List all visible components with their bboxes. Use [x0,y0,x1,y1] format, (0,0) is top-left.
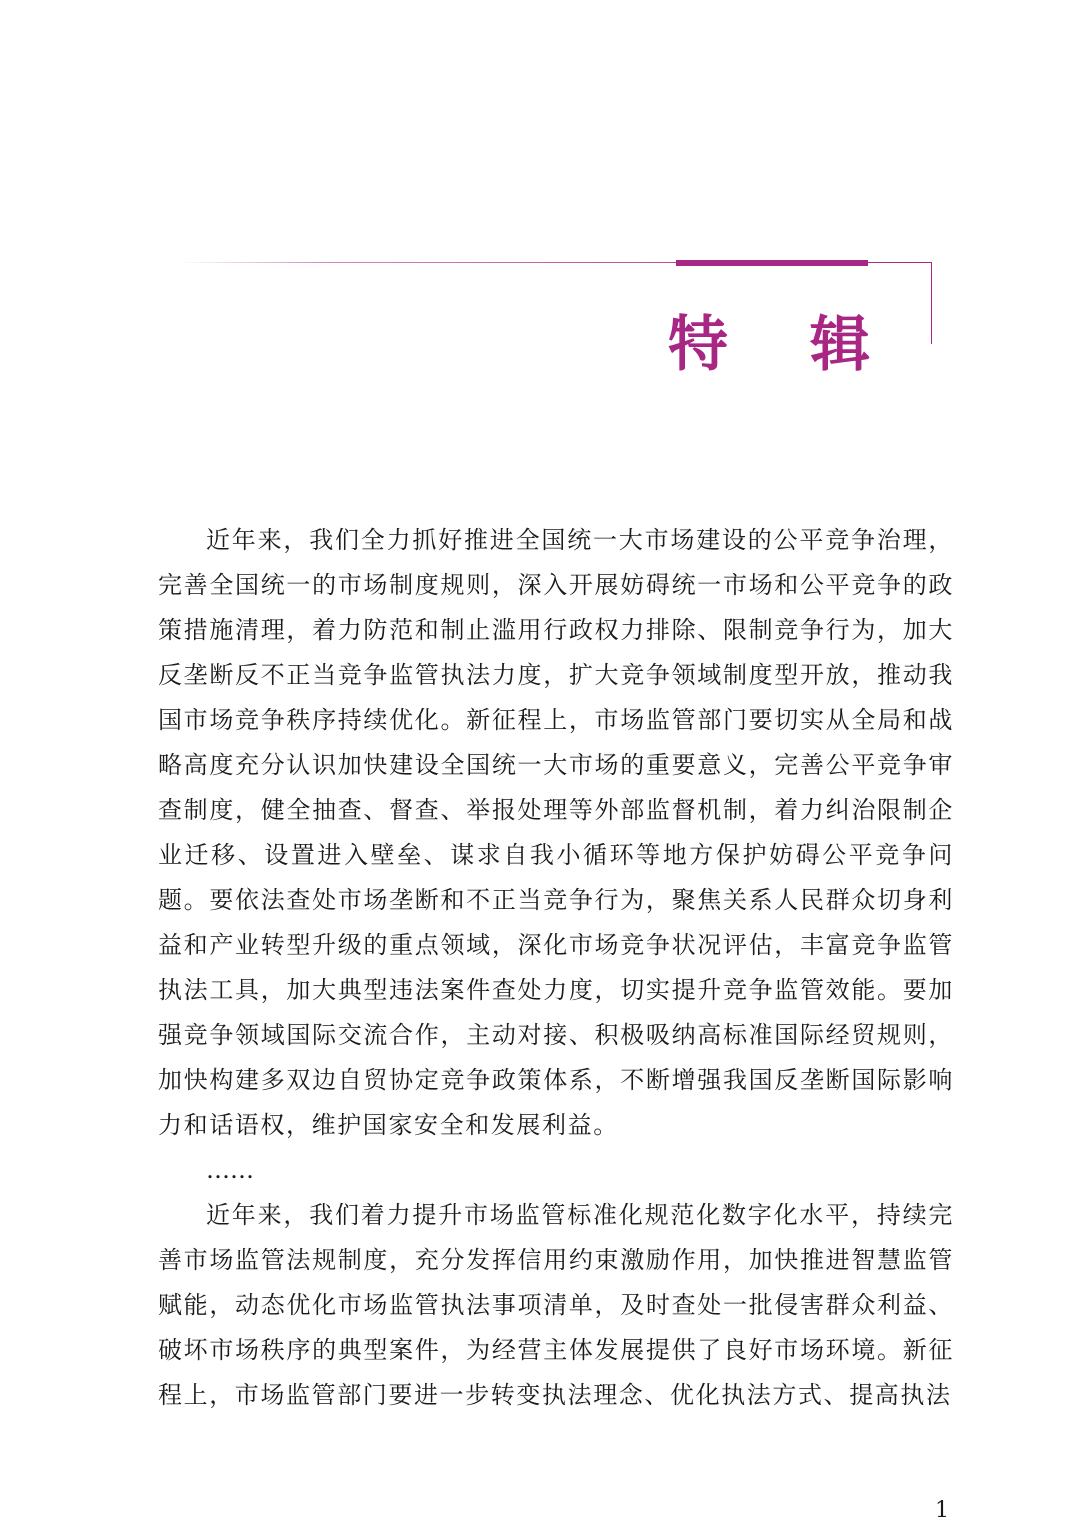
section-title-char-1: 特 [668,310,728,380]
section-title-char-2: 辑 [810,310,870,380]
page-number: 1 [935,1498,949,1523]
paragraph-2: 近年来，我们着力提升市场监管标准化规范化数字化水平，持续完善市场监管法规制度，充分发挥信用约束激励作用，加快推进智慧监管赋能，动态优化市场监管执法事项清单，及时查处一批侵害群众利益、破坏市场秩序的典型案件，为经营主体发展提供了良好市场环境。新征程上，市场监管部门要进一步转变执法理念、优化执法方式、提高执法 [158,1201,954,1409]
header-accent-bar [676,260,868,266]
ellipsis: …… [206,1156,254,1184]
article-body [158,518,954,1418]
section-title [600,300,900,380]
paragraph-1: 近年来，我们全力抓好推进全国统一大市场建设的公平竞争治理，完善全国统一的市场制度规则，深入开展妨碍统一市场和公平竞争的政策措施清理，着力防范和制止滥用行政权力排除、限制竞争行为，加大反垄断反不正当竞争监管执法力度，扩大竞争领域制度型开放，推动我国市场竞争秩序持续优化。新征程上，市场监管部门要切实从全局和战略高度充分认识加快建设全国统一大市场的重要意义，完善公平竞争审查制度，健全抽查、督查、举报处理等外部监督机制，着力纠治限制企业迁移、设置进入壁垒、谋求自我小循环等地方保护妨碍公平竞争问题。要依法查处市场垄断和不正当竞争行为，聚焦关系人民群众切身利益和产业转型升级的重点领域，深化市场竞争状况评估，丰富竞争监管执法工具，加大典型违法案件查处力度，切实提升竞争监管效能。要加强竞争领域国际交流合作，主动对接、积极吸纳高标准国际经贸规则，加快构建多双边自贸协定竞争政策体系，不断增强我国反垄断国际影响力和话语权，维护国家安全和发展利益。 [158,526,954,1139]
header-vertical-rule [931,262,932,344]
